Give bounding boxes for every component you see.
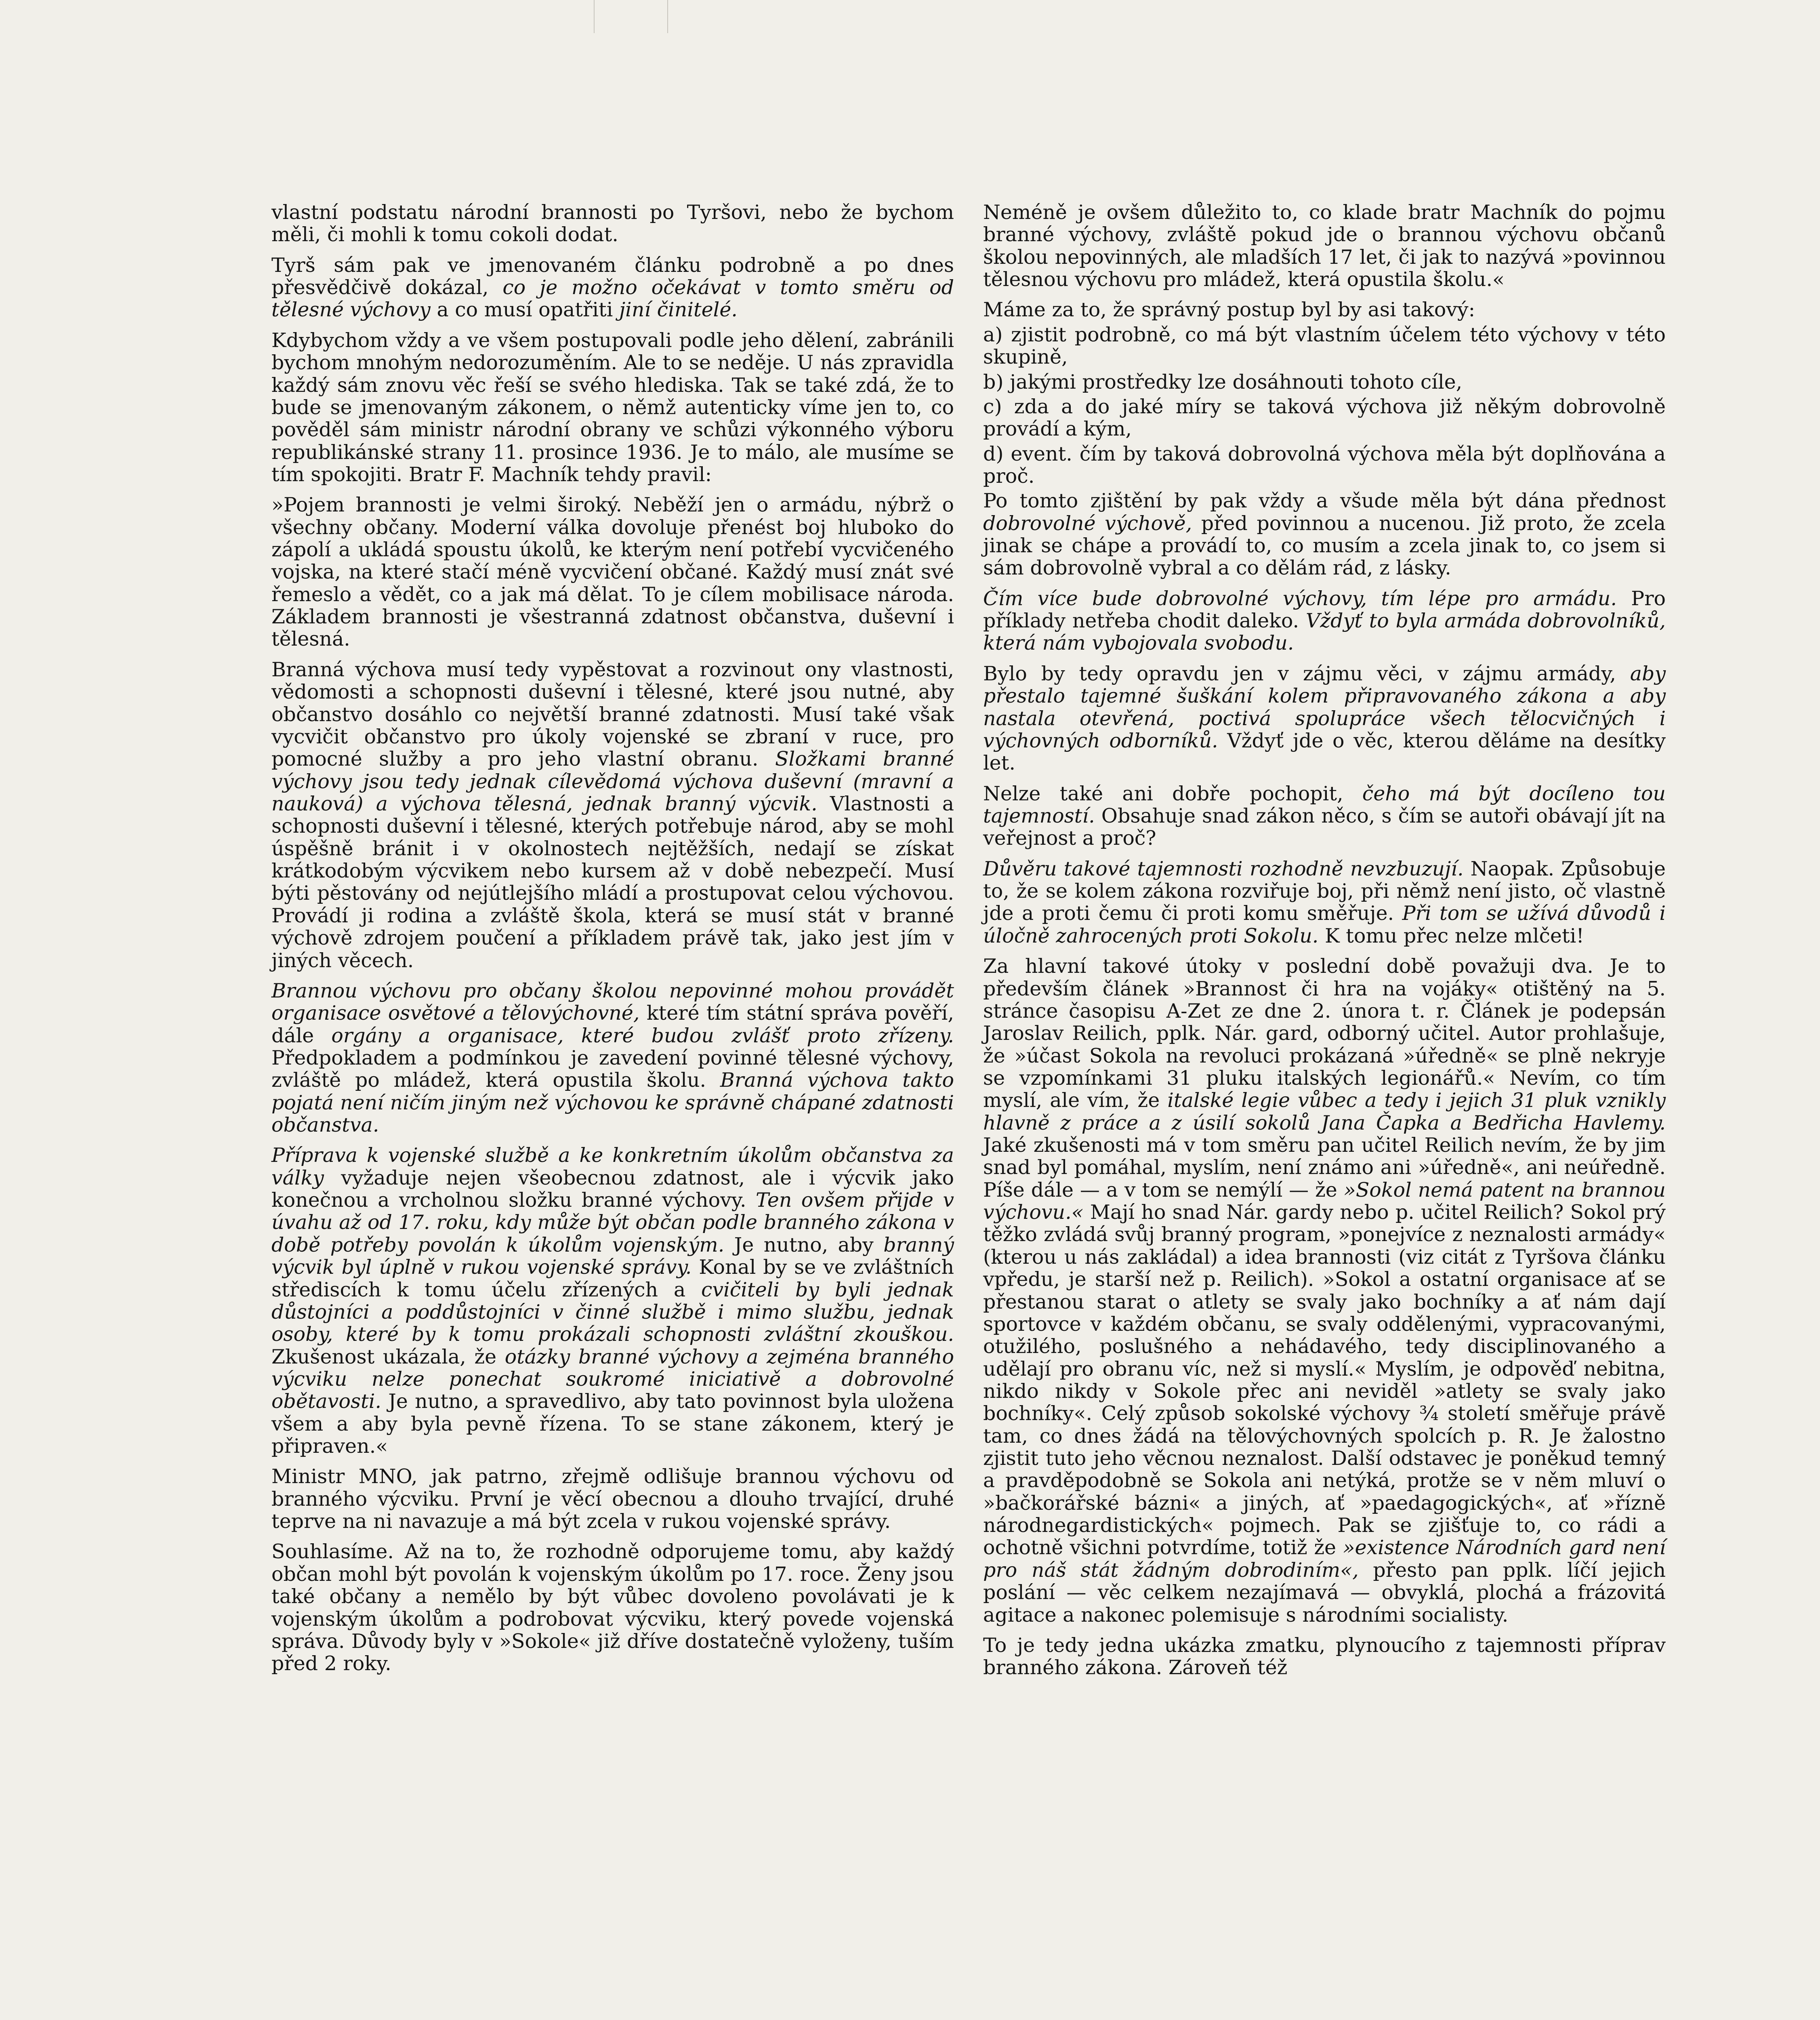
emphasis-text: jiní činitelé. bbox=[619, 298, 738, 322]
emphasis-text: cvičiteli by byli jednak důstojníci a poddůstojníci v činné službě i mimo službu, jednak osoby, které by k tomu prokázali schopnosti zvláštní zkouškou. bbox=[271, 1278, 954, 1346]
list-item bbox=[983, 443, 1666, 488]
paragraph bbox=[983, 858, 1666, 947]
emphasis-text: Příprava k vojenské službě a ke konkretním úkolům občanstva za války bbox=[271, 1144, 954, 1189]
paragraph bbox=[271, 1540, 954, 1675]
emphasis-text: Čím více bude dobrovolné výchovy, tím lépe pro armádu. bbox=[983, 587, 1617, 610]
paragraph bbox=[271, 1144, 954, 1457]
text-run: Vlastnosti a schopnosti duševní i tělesné, kterých potřebuje národ, aby se mohl úspěšně bránit i v okolnostech nejtěžších, nedají se získat krátkodobým výcvikem nebo kursem až v době nebezpečí. Musí býti pěstovány od nejútlejšího mládí a prostupovat celou výchovou. Provádí ji rodina a zvláště škola, která se musí stát v branné výchově zdrojem poučení a příkladem právě tak, jako jest jím v jiných věcech. bbox=[271, 792, 954, 972]
text-run: Naopak. Způsobuje to, že se kolem zákona rozviřuje boj, při němž není jisto, oč vlastně jde a proti čemu či proti komu směřuje. bbox=[983, 857, 1666, 925]
paragraph bbox=[271, 1465, 954, 1532]
text-run: Mají ho snad Nár. gardy nebo p. učitel Reilich? Sokol prý těžko zvládá svůj branný program, »ponejvíce z neznalosti armády« (kterou u nás zakládal) a idea brannosti (viz citát z Tyršova článku vpředu, je starší než p. Reilich). »Sokol a ostatní organisace ať se přestanou starat o atlety se svaly jako bochníky a ať nám dají sportovce v každém občanu, se svaly oddělenými, vypracovanými, otužilého, poslušného a nehádavého, tedy disciplinovaného a udělají pro obranu víc, než si myslí.« Myslím, je odpověď nebitna, nikdo nikdy v Sokole přec ani neviděl »atlety se svaly jako bochníky«. Celý způsob sokolské výchovy ¾ století směřuje právě tam, co dnes žádá na tělovýchovných spolcích p. R. Je žalostno zjistit tuto jeho věcnou neznalost. Další odstavec je poněkud temný a pravděpodobně se Sokola ani netýká, protže se v něm mluví o »bačkorářské bázni« a jiných, ať »paedagogických«, ať »řízně národnegardistických« pojmech. Pak se zjišťuje to, co rádi a ochotně všichni potvrdíme, totiž že bbox=[983, 1201, 1666, 1559]
paragraph bbox=[983, 490, 1666, 579]
paragraph bbox=[983, 587, 1666, 654]
emphasis-text: otázky branné výchovy a zejména branného výcviku nelze ponechat soukromé iniciativě a dobrovolné obětavosti. bbox=[271, 1345, 954, 1413]
text-run: »Pojem brannosti je velmi široký. Neběží jen o armádu, nýbrž o všechny občany. Moderní válka dovoluje přenést boj hluboko do zápolí a ukládá spoustu úkolů, ke kterým není potřebí vycvičeného vojska, na které stačí méně vycvičení občané. Každý musí znát své řemeslo a vědět, co a jak má dělat. To je cílem mobilisace národa. Základem brannosti je všestranná zdatnost občanstva, duševní i tělesná. bbox=[271, 493, 954, 651]
text-run: přesto pan pplk. líčí jejich poslání — věc celkem nezajímavá — obvyklá, plochá a frázovitá agitace a nakonec polemisuje s národními socialisty. bbox=[983, 1558, 1666, 1627]
emphasis-text: aby přestalo tajemné šuškání kolem připravovaného zákona a aby nastala otevřená, poctivá spolupráce všech tělocvičných i výchovných odborníků. bbox=[983, 662, 1666, 752]
paragraph bbox=[271, 980, 954, 1136]
emphasis-text: Vždyť to byla armáda dobrovolníků, která nám vybojovala svobodu. bbox=[983, 609, 1666, 655]
list-item bbox=[983, 299, 1666, 321]
text-run: Pro příklady netřeba chodit daleko. bbox=[983, 587, 1666, 633]
text-run: Obsahuje snad zákon něco, s čím se autoři obávají jít na veřejnost a proč? bbox=[983, 804, 1666, 850]
paragraph bbox=[983, 201, 1666, 290]
paragraph bbox=[983, 955, 1666, 1626]
text-run: Je nutno, a spravedlivo, aby tato povinnost byla uložena všem a aby byla pevně řízena. To se stane zákonem, který je připraven.« bbox=[271, 1390, 954, 1458]
list-item bbox=[983, 371, 1666, 393]
text-run: které tím státní správa pověří, dále bbox=[271, 1002, 954, 1047]
text-run: Bylo by tedy opravdu jen v zájmu věci, v zájmu armády, bbox=[983, 662, 1630, 685]
text-run: Souhlasíme. Až na to, že rozhodně odporujeme tomu, aby každý občan mohl být povolán k vojenským úkolům po 17. roce. Ženy jsou také občany a nemělo by být vůbec dovoleno povolávati je k vojenským úkolům a podrobovat výcviku, který povede vojenská správa. Důvody byly v »Sokole« již dříve dostatečně vyloženy, tuším před 2 roky. bbox=[271, 1540, 954, 1675]
emphasis-text: co je možno očekávat v tomto směru od tělesné výchovy bbox=[271, 276, 954, 322]
text-run: b) jakými prostředky lze dosáhnouti tohoto cíle, bbox=[983, 370, 1463, 393]
text-run: d) event. čím by taková dobrovolná výchova měla být doplňována a proč. bbox=[983, 442, 1666, 488]
paragraph bbox=[983, 663, 1666, 774]
paragraph bbox=[271, 254, 954, 321]
emphasis-text: branný výcvik byl úplně v rukou vojenské správy. bbox=[271, 1233, 954, 1279]
text-run: Branná výchova musí tedy vypěstovat a rozvinout ony vlastnosti, vědomosti a schopnosti duševní i tělesné, které jsou nutné, aby občanstvo dosáhlo co největší branné zdatnosti. Musí také však vycvičit občanstvo pro úkoly vojenské se zbraní v ruce, pro pomocné služby a pro jeho vlastní obranu. bbox=[271, 658, 954, 771]
text-run: Jaké zkušenosti má v tom směru pan učitel Reilich nevím, že by jim snad byl pomáhal, myslím, není známo ani »úředně«, ani neúředně. Píše dále — a v tom se nemýlí — že bbox=[983, 1134, 1666, 1201]
text-run: před povinnou a nucenou. Již proto, že zcela jinak se chápe a provádí to, co musím a zcela jinak to, co jsem si sám dobrovolně vybral a co dělám rád, z lásky. bbox=[983, 511, 1666, 580]
left-column bbox=[271, 201, 954, 1683]
text-run: Po tomto zjištění by pak vždy a všude měla být dána přednost bbox=[983, 489, 1666, 513]
paragraph bbox=[983, 1634, 1666, 1679]
text-run: vlastní podstatu národní brannosti po Tyršovi, nebo že bychom měli, či mohli k tomu cokoli dodat. bbox=[271, 201, 954, 246]
emphasis-text: Důvěru takové tajemnosti rozhodně nevzbuzují. bbox=[983, 857, 1464, 880]
paragraph bbox=[271, 329, 954, 486]
paragraph bbox=[271, 659, 954, 972]
text-run: Tyrš sám pak ve jmenovaném článku podrobně a po dnes přesvědčivě dokázal, bbox=[271, 253, 954, 299]
text-run: vyžaduje nejen všeobecnou zdatnost, ale i výcvik jako konečnou a vrcholnou složku branné výchovy. bbox=[271, 1166, 954, 1212]
text-run: Je nutno, aby bbox=[724, 1233, 884, 1256]
right-column bbox=[983, 201, 1666, 1687]
text-run: Zkušenost ukázala, že bbox=[271, 1345, 505, 1368]
paragraph bbox=[271, 201, 954, 246]
text-run: Kdybychom vždy a ve všem postupovali podle jeho dělení, zabránili bychom mnohým nedorozuměním. Ale to se neděje. U nás zpravidla každý sám znovu věc řeší se svého hlediska. Tak se také zdá, že to bude se jmenovaným zákonem, o němž autenticky víme jen to, co pověděl sám ministr národní obrany ve schůzi výkonného výboru republikánské strany 11. prosince 1936. Je to málo, ale musíme se tím spokojiti. Bratr F. Machník tehdy pravil: bbox=[271, 328, 954, 486]
text-run: Za hlavní takové útoky v poslední době považuji dva. Je to především článek »Brannost či hra na vojáky« otištěný na 5. stránce časopisu A-Zet ze dne 2. února t. r. Článek je podepsán Jaroslav Reilich, pplk. Nár. gard, odborný učitel. Autor prohlašuje, že »účast Sokola na revoluci prokázaná »úředně« se plně nekryje se vzpomínkami 31 pluku italských legionářů.« Nevím, co tím myslí, ale vím, že bbox=[983, 955, 1666, 1112]
list-item bbox=[983, 396, 1666, 440]
emphasis-text: italské legie vůbec a tedy i jejich 31 pluk vznikly hlavně z práce a z úsilí sokolů Jana Čapka a Bedřicha Havlemy. bbox=[983, 1089, 1666, 1134]
emphasis-text: Při tom se užívá důvodů i úločně zahrocených proti Sokolu. bbox=[983, 902, 1666, 947]
list-item bbox=[983, 324, 1666, 368]
text-run: c) zda a do jaké míry se taková výchova již někým dobrovolně provádí a kým, bbox=[983, 395, 1666, 441]
text-run: K tomu přec nelze mlčeti! bbox=[1318, 924, 1584, 947]
emphasis-text: Branná výchova takto pojatá není ničím jiným než výchovou ke správně chápané zdatnosti občanstva. bbox=[271, 1069, 954, 1137]
emphasis-text: Ten ovšem přijde v úvahu až od 17. roku, kdy může být občan podle branného zákona v době potřeby povolán k úkolům vojenským. bbox=[271, 1189, 954, 1256]
text-run: Konal by se ve zvláštních střediscích k tomu účelu zřízených a bbox=[271, 1256, 954, 1301]
emphasis-text: »Sokol nemá patent na brannou výchovu.« bbox=[983, 1178, 1666, 1224]
paragraph bbox=[983, 783, 1666, 850]
emphasis-text: čeho má být docíleno tou tajemností. bbox=[983, 782, 1666, 827]
emphasis-text: Složkami branné výchovy jsou tedy jednak cílevědomá výchova duševní (mravní a nauková) a výchova tělesná, jednak branný výcvik. bbox=[271, 747, 954, 815]
text-run: Máme za to, že správný postup byl by asi takový: bbox=[983, 298, 1475, 322]
text-run: Neméně je ovšem důležito to, co klade bratr Machník do pojmu branné výchovy, zvláště pokud jde o brannou výchovu občanů školou nepovinných, ale mladších 17 let, či jak to nazývá »povinnou tělesnou výchovu pro mládež, která opustila školu.« bbox=[983, 201, 1666, 291]
paragraph bbox=[271, 494, 954, 650]
text-run: Nelze také ani dobře pochopit, bbox=[983, 782, 1362, 805]
emphasis-text: orgány a organisace, které budou zvlášť proto zřízeny. bbox=[331, 1024, 954, 1047]
scan-registration-mark bbox=[594, 0, 668, 33]
text-run: To je tedy jedna ukázka zmatku, plynoucího z tajemnosti příprav branného zákona. Zároveň též bbox=[983, 1633, 1666, 1679]
emphasis-text: »existence Národních gard není pro náš stát žádným dobrodiním«, bbox=[983, 1536, 1666, 1582]
text-run: Předpokladem a podmínkou je zavedení povinné tělesné výchovy, zvláště po mládež, která opustila školu. bbox=[271, 1046, 954, 1092]
text-run: Vždyť jde o věc, kterou děláme na desítky let. bbox=[983, 729, 1666, 775]
text-run: a co musí opatřiti bbox=[430, 298, 619, 322]
text-run: Ministr MNO, jak patrno, zřejmě odlišuje brannou výchovu od branného výcviku. První je věcí obecnou a dlouho trvající, druhé teprve na ni navazuje a má být zcela v rukou vojenské správy. bbox=[271, 1465, 954, 1533]
emphasis-text: Brannou výchovu pro občany školou nepovinné mohou provádět organisace osvětové a tělovýchovné, bbox=[271, 979, 954, 1025]
emphasis-text: dobrovolné výchově, bbox=[983, 511, 1192, 535]
text-run: a) zjistit podrobně, co má být vlastním účelem této výchovy v této skupině, bbox=[983, 323, 1666, 369]
